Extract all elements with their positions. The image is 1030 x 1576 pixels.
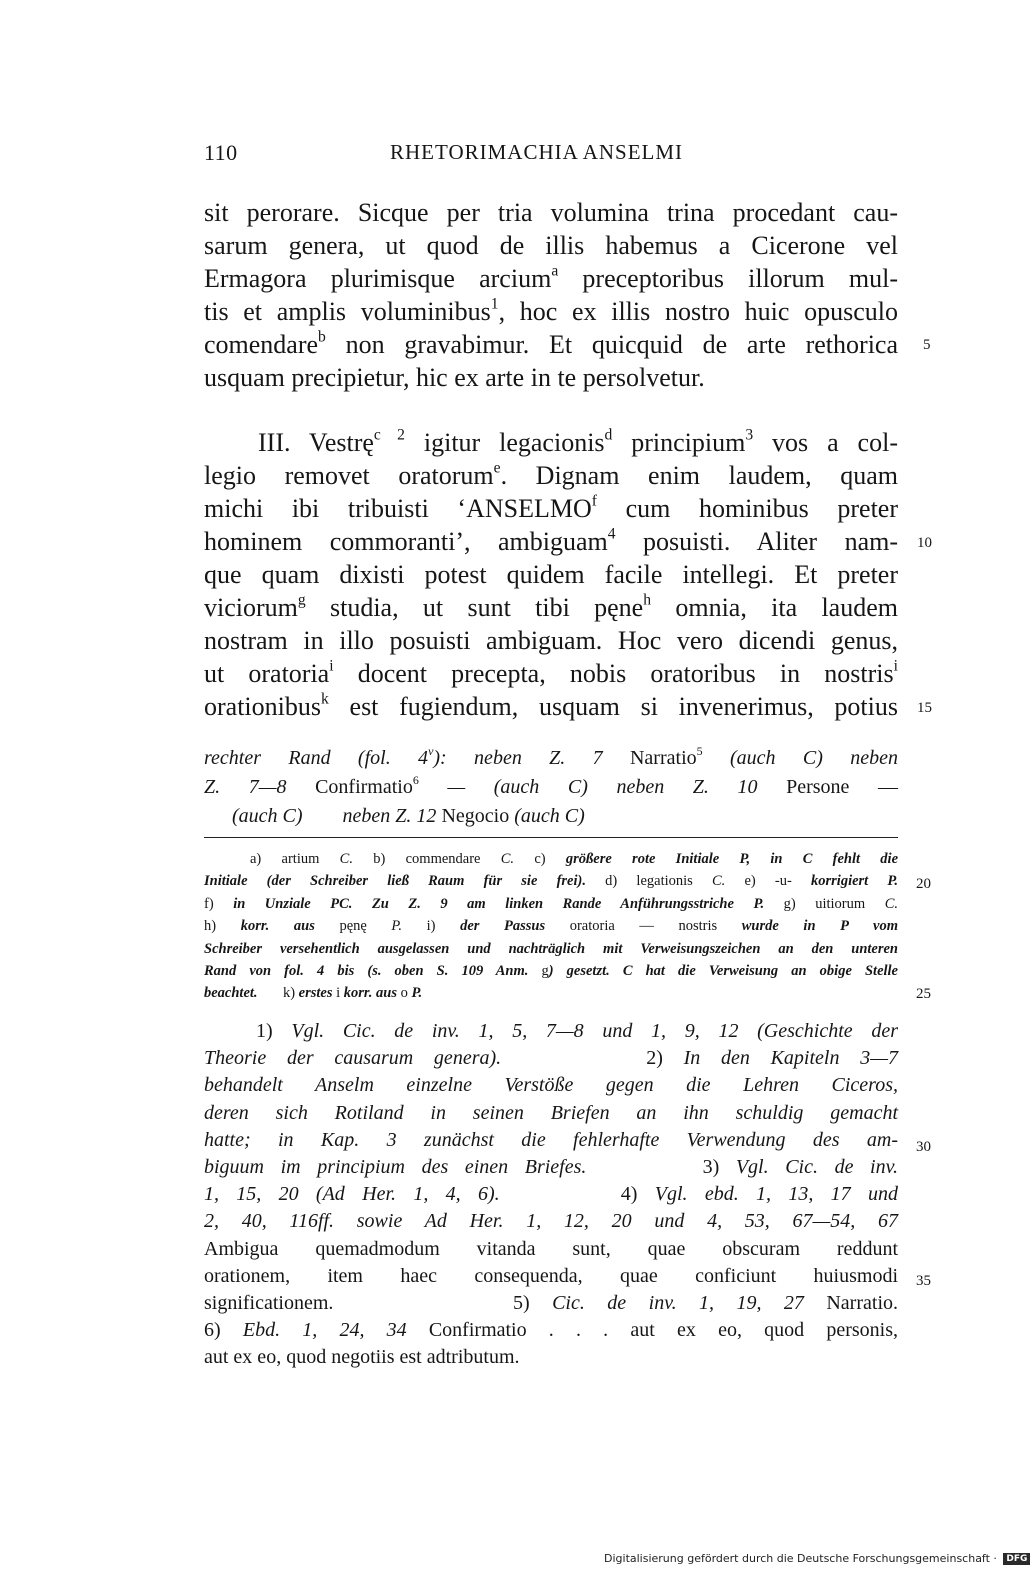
text-line: ut oratoria$^i$ docent precepta, nobis oratoribus in nostris$^i$ <box>204 657 898 688</box>
text-line: sit perorare. Sicque per tria volumina trina procedant cau- <box>204 198 898 227</box>
page-number: 110 <box>204 140 238 165</box>
main-text-paragraph-1 <box>204 196 898 394</box>
note-line: biguum im principium des einen Briefes. 3) Vgl. Cic. de inv. <box>204 1155 899 1178</box>
text-line: nostram in illo posuisti ambiguam. Hoc vero dicendi genus, <box>204 626 898 655</box>
margin-note-line: Z. 7—8 Confirmatio$^6$ — (auch C) neben Z. 10 Persone — <box>204 773 898 798</box>
line-number: 30 <box>916 1139 931 1155</box>
text-line: hominem commoranti’, ambiguam$^4$ posuisti. Aliter nam- <box>204 525 898 556</box>
note-line: Theorie der causarum genera). 2) In den Kapiteln 3—7 <box>204 1047 898 1070</box>
apparatus-line: f) in Unziale PC. Zu Z. 9 am linken Rande Anführungsstriche P. g) uitiorum C. <box>204 895 898 912</box>
text-line: III. Vestrę$^{c 2}$ igitur legacionis$^d$ principium$^3$ vos a col- <box>258 426 898 457</box>
text-line: que quam dixisti potest quidem facile intellegi. Et preter <box>204 560 898 589</box>
text-line: sarum genera, ut quod de illis habemus a Cicerone vel <box>204 231 898 260</box>
note-line: orationem, item haec consequenda, quae conficiunt huiusmodi <box>204 1264 898 1287</box>
line-number: 10 <box>917 535 932 551</box>
margin-note-line: (auch C) neben Z. 12 Negocio (auch C) <box>232 805 585 827</box>
note-line: 1, 15, 20 (Ad Her. 1, 4, 6). 4) Vgl. ebd. 1, 13, 17 und <box>204 1183 898 1206</box>
apparatus-line: Initiale (der Schreiber ließ Raum für sie frei). d) legationis C. e) -u- korrigiert P. <box>204 873 898 890</box>
note-line: 2, 40, 116ff. sowie Ad Her. 1, 12, 20 und 4, 53, 67—54, 67 <box>204 1210 898 1233</box>
apparatus-line: a) artium C. b) commendare C. c) größere rote Initiale P, in C fehlt die <box>250 851 899 867</box>
apparatus-line: h) korr. aus pęnę P. i) der Passus oratoria — nostris wurde in P vom <box>204 918 898 935</box>
line-number: 5 <box>923 337 931 353</box>
line-number: 35 <box>916 1273 931 1289</box>
digitization-footer: Digitalisierung gefördert durch die Deutsche Forschungsgemeinschaft · DFG <box>604 1552 1030 1565</box>
line-number: 15 <box>917 700 932 716</box>
footnote-marker: 1 <box>490 295 499 313</box>
marginal-notes <box>204 744 898 831</box>
line-number: 25 <box>916 986 931 1002</box>
note-line: 6) Ebd. 1, 24, 34 Confirmatio . . . aut ex eo, quod personis, <box>204 1319 898 1342</box>
text-line: orationibus$^k$ est fugiendum, usquam si invenerimus, potius <box>204 690 898 721</box>
apparatus-rule <box>204 837 898 838</box>
dfg-logo: DFG <box>1003 1553 1030 1565</box>
line-number: 20 <box>916 876 931 892</box>
text-line: viciorum$^g$ studia, ut sunt tibi pęne$^h$ omnia, ita laudem <box>204 591 898 622</box>
apparatus-marker: a <box>551 262 559 280</box>
text-line: Ermagora plurimisque arcium$^a$ preceptoribus illorum mul- <box>204 262 898 293</box>
apparatus-marker: b <box>318 328 326 346</box>
apparatus-line: Schreiber versehentlich ausgelassen und nachträglich mit Verweisungszeichen an den unteren <box>204 940 898 957</box>
running-title: RHETORIMACHIA ANSELMI <box>390 140 684 164</box>
note-line: behandelt Anselm einzelne Verstöße gegen die Lehren Ciceros, <box>204 1074 898 1097</box>
critical-apparatus <box>204 848 898 1005</box>
note-line: hatte; in Kap. 3 zunächst die fehlerhafte Verwendung des am- <box>204 1128 898 1151</box>
text-line: comendare$^b$ non gravabimur. Et quicquid de arte rethorica <box>204 328 898 359</box>
note-line: deren sich Rotiland in seinen Briefen an ihn schuldig gemacht <box>204 1101 898 1124</box>
apparatus-line: Rand von fol. 4 bis (s. oben S. 109 Anm. g) gesetzt. C hat die Verweisung an obige Stelle <box>204 962 898 979</box>
text-line: michi ibi tribuisti ‘ANSELMO$^f$ cum hominibus preter <box>204 492 898 523</box>
main-text-paragraph-2 <box>204 426 898 723</box>
text-line: tis et amplis voluminibus$^1$, hoc ex illis nostro huic opusculo <box>204 295 898 326</box>
note-line: aut ex eo, quod negotiis est adtributum. <box>204 1346 520 1369</box>
text-line: usquam precipietur, hic ex arte in te persolvetur. <box>204 363 705 392</box>
note-line: Ambigua quemadmodum vitanda sunt, quae obscuram reddunt <box>204 1237 898 1260</box>
note-line: significationem. 5) Cic. de inv. 1, 19, 27 Narratio. <box>204 1291 898 1314</box>
margin-note-line: rechter Rand (fol. 4$^v$): neben Z. 7 Narratio$^5$ (auch C) neben <box>204 744 898 769</box>
commentary-notes <box>204 1018 898 1371</box>
text-line: legio removet oratorum$^e$. Dignam enim laudem, quam <box>204 459 899 490</box>
apparatus-line: beachtet. k) erstes i korr. aus o P. <box>204 985 423 1002</box>
note-line: 1) Vgl. Cic. de inv. 1, 5, 7—8 und 1, 9, 12 (Geschichte der <box>256 1020 898 1042</box>
